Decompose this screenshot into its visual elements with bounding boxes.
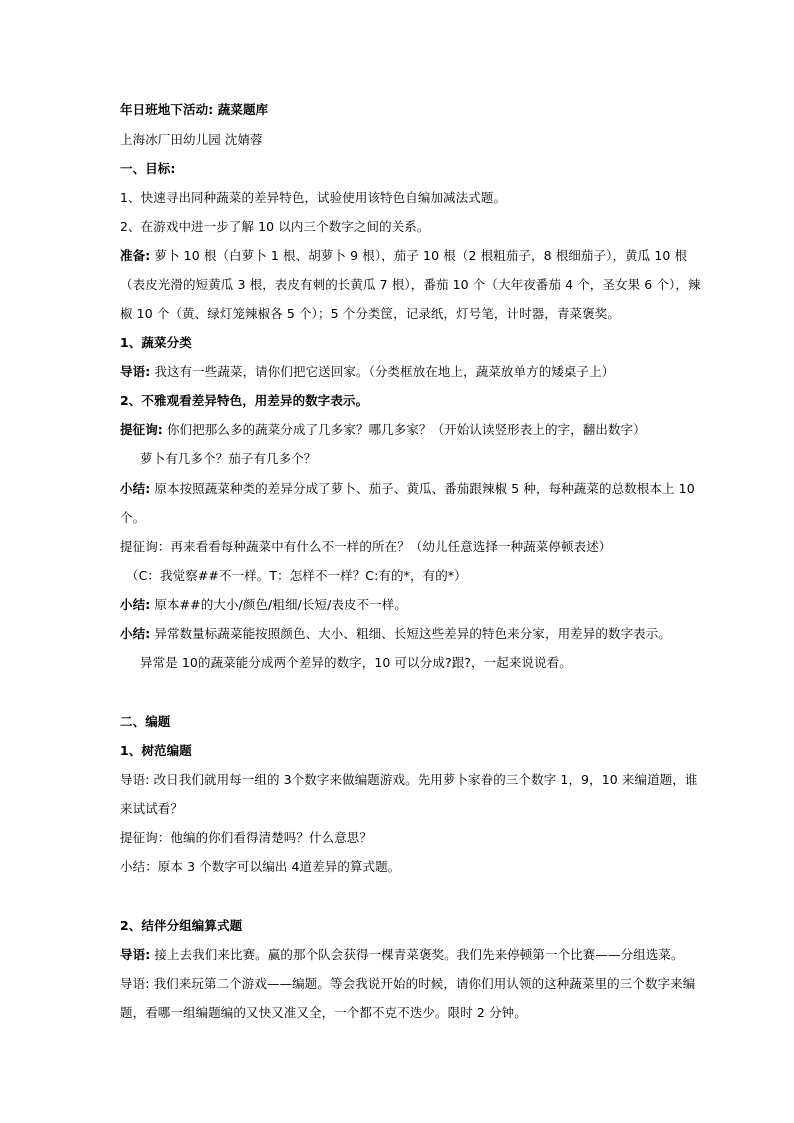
summary-2-text: 原本##的大小/颜色/粗细/长短/表皮不一样。 — [150, 597, 407, 612]
guide-1 — [120, 364, 614, 380]
guide-1-label: 导语: — [120, 364, 151, 379]
summary-2 — [120, 597, 407, 613]
ask-1-text: 你们把那么多的蔬菜分成了几多家？哪几多家？（开始认读竖形表上的字，翻出数字） — [162, 422, 646, 437]
guide-4: 导语: 我们来玩第二个游戏——编题。等会我说开始的时候，请你们用认领的这种蔬菜里的三个数字来编 — [120, 976, 696, 991]
ask-1-label: 提征询: — [120, 422, 163, 437]
prep-text-1: 萝卜 10 根（白萝卜 1 根、胡萝卜 9 根），茄子 10 根（2 根粗茄子，8 根细茄子），黄瓜 10 根 — [150, 248, 688, 263]
summary-4: 小结：原本 3 个数字可以编出 4道差异的算式题。 — [120, 859, 401, 874]
heading-model-compose: 1、树范编题 — [120, 743, 192, 758]
guide-3-text: 接上去我们来比赛。赢的那个队会获得一棵青菜褒奖。我们先来停顿第一个比赛——分组选菜。 — [150, 947, 684, 962]
summary-1-label: 小结: — [120, 481, 151, 496]
prep-line-2: （表皮光滑的短黄瓜 3 根，表皮有刺的长黄瓜 7 根），番茄 10 个（大年夜番茄 4 个，圣女果 6 个），辣 — [120, 277, 701, 292]
summary-1-continued: 个。 — [120, 510, 146, 525]
goal-1: 1、快速寻出同种蔬菜的差异特色，试验使用该特色自编加减法式题。 — [120, 190, 507, 205]
ask-2: 提征询：再来看看每种蔬菜中有什么不一样的所在？（幼儿任意选择一种蔬菜停顿表述） — [120, 539, 612, 554]
summary-1-text: 原本按照蔬菜种类的差异分成了萝卜、茄子、黄瓜、番茄跟辣椒 5 种，每种蔬菜的总数根本上 10 — [150, 481, 695, 496]
guide-4-continued: 题，看哪一组编题编的又快又准又全，一个都不克不迭少。限时 2 分钟。 — [120, 1005, 527, 1020]
doc-author: 上海冰厂田幼儿园 沈婧蓉 — [120, 132, 263, 147]
guide-3-label: 导语: — [120, 947, 151, 962]
section-compose-heading: 二、编题 — [120, 714, 171, 729]
summary-3 — [120, 626, 671, 642]
summary-3-continued: 异常是 10的蔬菜能分成两个差异的数字，10 可以分成?跟?，一起来说说看。 — [140, 655, 572, 670]
heading-group-compose: 2、结伴分组编算式题 — [120, 918, 243, 933]
ask-1 — [120, 422, 646, 438]
ask-1-continued: 萝卜有几多个？茄子有几多个？ — [140, 451, 317, 466]
heading-vegetable-sort: 1、蔬菜分类 — [120, 335, 192, 350]
heading-observe-differences: 2、不雅观看差异特色，用差异的数字表示。 — [120, 393, 369, 408]
guide-1-text: 我这有一些蔬菜，请你们把它送回家。（分类框放在地上，蔬菜放单方的矮桌子上） — [150, 364, 615, 379]
summary-1 — [120, 481, 695, 497]
summary-3-label: 小结: — [120, 626, 151, 641]
prep-line-1 — [120, 248, 687, 264]
goal-2: 2、在游戏中进一步了解 10 以内三个数字之间的关系。 — [120, 219, 430, 234]
guide-2: 导语: 改日我们就用每一组的 3个数字来做编题游戏。先用萝卜家眷的三个数字 1，9，10 来编道题，谁 — [120, 772, 698, 787]
guide-3 — [120, 947, 684, 963]
doc-title: 年日班地下活动: 蔬菜题库 — [120, 102, 269, 117]
guide-2-continued: 来试试看？ — [120, 801, 184, 816]
prep-label: 准备: — [120, 248, 151, 263]
ask-3: 提征询：他编的你们看得清楚吗？什么意思？ — [120, 830, 373, 845]
dialog-example: （C：我觉察##不一样。T：怎样不一样？C:有的*，有的*） — [126, 568, 467, 583]
summary-2-label: 小结: — [120, 597, 151, 612]
summary-3-text: 异常数量标蔬菜能按照颜色、大小、粗细、长短这些差异的特色来分家，用差异的数字表示。 — [150, 626, 671, 641]
prep-line-3: 椒 10 个（黄、绿灯笼辣椒各 5 个）；5 个分类筐，记录纸，灯号笔，计时器，青菜褒奖。 — [120, 306, 620, 321]
section-goals-heading: 一、目标: — [120, 161, 176, 176]
